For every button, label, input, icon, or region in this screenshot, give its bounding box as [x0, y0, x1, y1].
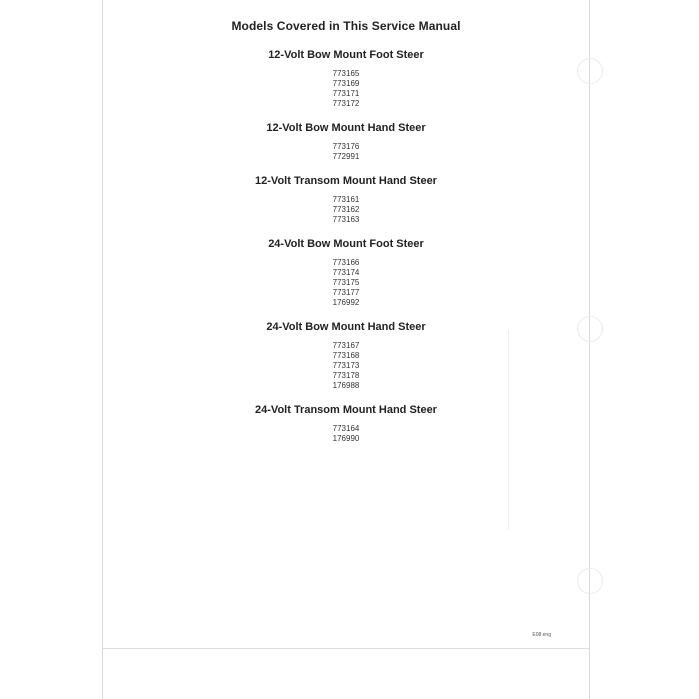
model-section: [103, 321, 589, 391]
model-number: 773169: [332, 79, 360, 88]
model-number: 773162: [332, 205, 360, 214]
model-list: [103, 142, 589, 162]
model-list: [103, 69, 589, 109]
model-section: [103, 404, 589, 444]
punch-hole: [577, 568, 603, 594]
model-number: 773177: [332, 288, 360, 297]
page-title: Models Covered in This Service Manual: [231, 19, 461, 33]
model-number: 176992: [332, 298, 360, 307]
model-number: 772991: [332, 152, 360, 161]
page-divider: [103, 648, 589, 649]
model-number: 773171: [332, 89, 360, 98]
model-section: [103, 238, 589, 308]
model-number: 773168: [332, 351, 360, 360]
model-number: 773172: [332, 99, 360, 108]
section-heading: 12-Volt Bow Mount Hand Steer: [266, 122, 426, 134]
model-number: 773164: [332, 424, 360, 433]
section-heading: 12-Volt Transom Mount Hand Steer: [255, 175, 437, 187]
model-number: 176990: [332, 434, 360, 443]
model-list: [103, 195, 589, 225]
model-section: [103, 175, 589, 225]
section-heading: 24-Volt Bow Mount Foot Steer: [268, 238, 424, 250]
model-number: 773165: [332, 69, 360, 78]
model-list: [103, 258, 589, 308]
model-number: 773161: [332, 195, 360, 204]
model-list: [103, 341, 589, 391]
model-number: 773163: [332, 215, 360, 224]
document-content: [103, 19, 589, 457]
model-section: [103, 49, 589, 109]
section-heading: 24-Volt Transom Mount Hand Steer: [255, 404, 437, 416]
page-code: E08 eng: [532, 632, 551, 638]
model-number: 773173: [332, 361, 360, 370]
model-number: 773176: [332, 142, 360, 151]
section-heading: 24-Volt Bow Mount Hand Steer: [266, 321, 426, 333]
model-number: 773175: [332, 278, 360, 287]
model-section: [103, 122, 589, 162]
model-number: 773166: [332, 258, 360, 267]
model-list: [103, 424, 589, 444]
model-number: 773174: [332, 268, 360, 277]
section-heading: 12-Volt Bow Mount Foot Steer: [268, 49, 424, 61]
model-number: 176988: [332, 381, 360, 390]
document-page: [102, 0, 590, 699]
model-number: 773167: [332, 341, 360, 350]
model-number: 773178: [332, 371, 360, 380]
